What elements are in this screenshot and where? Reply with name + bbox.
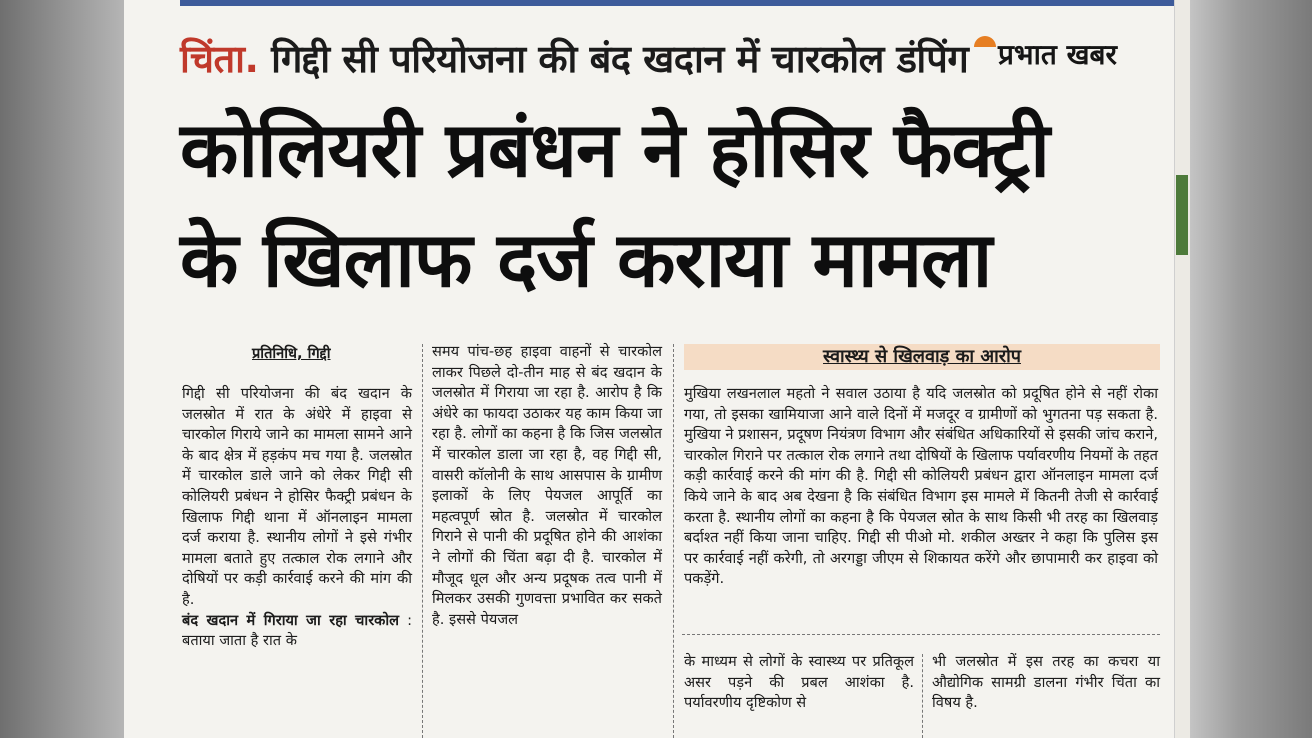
headline-line-2: के खिलाफ दर्ज कराया मामला xyxy=(180,215,992,304)
box-heading-text: स्वास्थ्य से खिलवाड़ का आरोप xyxy=(823,346,1021,367)
column-divider xyxy=(922,654,923,738)
headline-line-1: कोलियरी प्रबंधन ने होसिर फैक्ट्री xyxy=(180,105,1049,194)
column-divider xyxy=(422,344,423,738)
adjacent-photo-edge xyxy=(1176,175,1188,255)
article-column-2 xyxy=(432,342,662,630)
box-column xyxy=(684,384,1158,590)
kicker-label: चिंता. xyxy=(180,37,259,81)
sun-icon xyxy=(974,36,996,47)
box-bottom-divider xyxy=(682,634,1160,635)
body-paragraph: के माध्यम से लोगों के स्वास्थ्य पर प्रतिकूल असर पड़ने की प्रबल आशंका है. पर्यावरणीय दृष्टिकोण से xyxy=(684,653,914,712)
newspaper-logo xyxy=(972,34,1125,76)
column-divider xyxy=(673,344,674,738)
box-heading xyxy=(684,344,1160,370)
adjacent-article-edge xyxy=(1174,0,1190,738)
body-paragraph: भी जलस्रोत में इस तरह का कचरा या औद्योगिक सामग्री डालना गंभीर चिंता का विषय है. xyxy=(932,653,1160,712)
blurred-background-left xyxy=(0,0,124,738)
subhead-paragraph xyxy=(182,611,412,652)
blurred-background-right xyxy=(1190,0,1312,738)
logo-text: प्रभात खबर xyxy=(998,38,1117,71)
body-paragraph: समय पांच-छह हाइवा वाहनों से चारकोल लाकर पिछले दो-तीन माह से बंद खदान के जलस्रोत में गिराया जा रहा है. आरोप है कि अंधेरे का फायदा उठाकर यह काम किया जा रहा है. लोगों का कहना है कि जिस जलस्रोत में चारकोल डाला जा रहा है, वह गिद्दी सी, वासरी कॉलोनी के साथ आसपास के ग्रामीण इलाकों के लिए पेयजल आपूर्ति का महत्वपूर्ण स्रोत है. जलस्रोत में चारकोल गिराने से पानी की प्रदूषित होने की आशंका ने लोगों की चिंता बढ़ा दी है. चारकोल में मौजूद धूल और अन्य प्रदूषक तत्व पानी में मिलकर उसकी गुणवत्ता प्रभावित कर सकते है. इससे पेयजल xyxy=(432,343,662,628)
article-column-1 xyxy=(182,384,412,652)
kicker-text: गिद्दी सी परियोजना की बंद खदान में चारकोल डंपिंग xyxy=(271,37,969,81)
subheading: बंद खदान में गिराया जा रहा चारकोल xyxy=(182,611,400,629)
body-paragraph: मुखिया लखनलाल महतो ने सवाल उठाया है यदि जलस्रोत को प्रदूषित होने से नहीं रोका गया, तो इसका खामियाजा आने वाले दिनों में मजदूर व ग्रामीणों को भुगतना पड़ सकता है. मुखिया ने प्रशासन, प्रदूषण नियंत्रण विभाग और संबंधित अधिकारियों से इसकी जांच कराने, चारकोल गिराने पर तत्काल रोक लगाने तथा दोषियों के खिलाफ पर्यावरणीय नियमों के तहत कड़ी कार्रवाई करने की मांग की है. गिद्दी सी कोलियरी प्रबंधन द्वारा ऑनलाइन मामला दर्ज किये जाने के बाद अब देखना है कि संबंधित विभाग इस मामले में कितनी तेजी से कार्रवाई करता है. स्थानीय लोगों का कहना है कि पेयजल स्रोत के साथ किसी भी तरह का खिलवाड़ बर्दाश्त नहीं किया जाना चाहिए. गिद्दी सी पीओ मो. शकील अख्तर ने कहा कि पुलिस इस पर कार्रवाई नहीं करेगी, तो अरगड्डा जीएम से शिकायत करेंगे और छापामारी कर हाइवा को पकड़ेंगे. xyxy=(684,385,1158,588)
newspaper-page xyxy=(124,0,1190,738)
body-text: : बताया जाता है रात के xyxy=(182,611,413,650)
kicker-line xyxy=(180,32,968,84)
top-color-strip xyxy=(180,0,1180,6)
byline: प्रतिनिधि, गिद्दी xyxy=(252,345,331,362)
body-paragraph: गिद्दी सी परियोजना की बंद खदान के जलस्रोत में रात के अंधेरे में हाइवा से चारकोल गिराये जाने का मामला सामने आने के बाद क्षेत्र में हड़कंप मच गया है. जलस्रोत में चारकोल डाले जाने को लेकर गिद्दी सी कोलियरी प्रबंधन ने होसिर फैक्ट्री प्रबंधन के खिलाफ गिद्दी थाना में ऑनलाइन मामला दर्ज कराया है. स्थानीय लोगों ने इसे गंभीर मामला बताते हुए तत्काल रोक लगाने और दोषियों पर कड़ी कार्रवाई करने की मांग की है. xyxy=(182,385,412,608)
article-column-5 xyxy=(932,652,1160,714)
article-column-4 xyxy=(684,652,914,714)
